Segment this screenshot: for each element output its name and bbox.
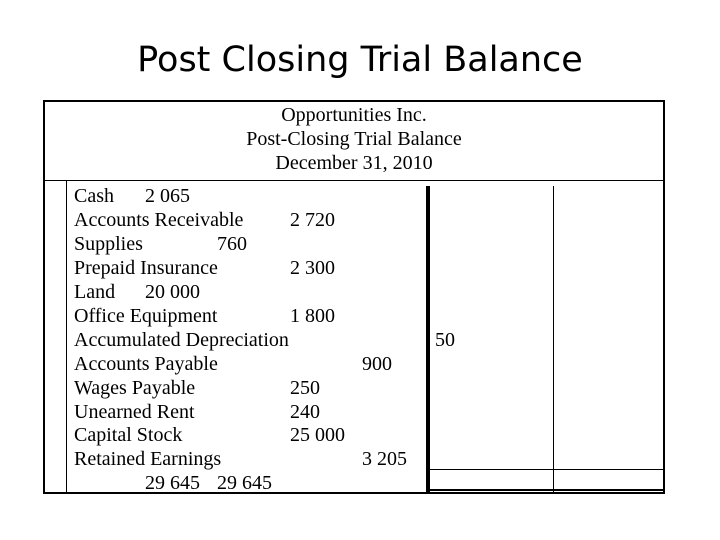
report-date: December 31, 2010: [275, 152, 433, 174]
total-double-underline: [428, 489, 665, 491]
left-margin-rule: [66, 181, 67, 493]
debit-column-rule: [426, 186, 430, 493]
account-name: Unearned Rent: [74, 401, 195, 423]
account-debit: 20 000: [145, 281, 200, 303]
account-name: Accounts Receivable: [74, 209, 244, 231]
total-credit: 29 645: [217, 472, 272, 494]
account-credit: 50: [435, 329, 455, 351]
account-name: Prepaid Insurance: [74, 257, 218, 279]
total-debit: 29 645: [145, 472, 200, 494]
trial-balance-box: [43, 100, 665, 494]
account-name: Capital Stock: [74, 424, 183, 446]
account-name: Retained Earnings: [74, 448, 222, 470]
account-name: Office Equipment: [74, 305, 218, 327]
account-name: Accounts Payable: [74, 353, 218, 375]
slide-title: Post Closing Trial Balance: [137, 40, 583, 80]
account-debit: 2 065: [145, 185, 190, 207]
header-divider: [45, 180, 663, 181]
account-debit: 2 720: [290, 209, 335, 231]
total-underline: [428, 469, 665, 470]
account-credit: 240: [290, 401, 320, 423]
report-name: Post-Closing Trial Balance: [246, 128, 462, 150]
account-name: Supplies: [74, 233, 143, 255]
account-name: Cash: [74, 185, 114, 207]
account-debit: 760: [217, 233, 247, 255]
company-name: Opportunities Inc.: [281, 104, 427, 126]
account-credit: 3 205: [362, 448, 407, 470]
account-name: Accumulated Depreciation: [74, 329, 289, 351]
account-credit: 900: [362, 353, 392, 375]
account-debit: 2 300: [290, 257, 335, 279]
account-name: Wages Payable: [74, 377, 196, 399]
account-credit: 250: [290, 377, 320, 399]
credit-column-rule: [553, 186, 554, 493]
account-debit: 1 800: [290, 305, 335, 327]
account-name: Land: [74, 281, 116, 303]
account-credit: 25 000: [290, 424, 345, 446]
